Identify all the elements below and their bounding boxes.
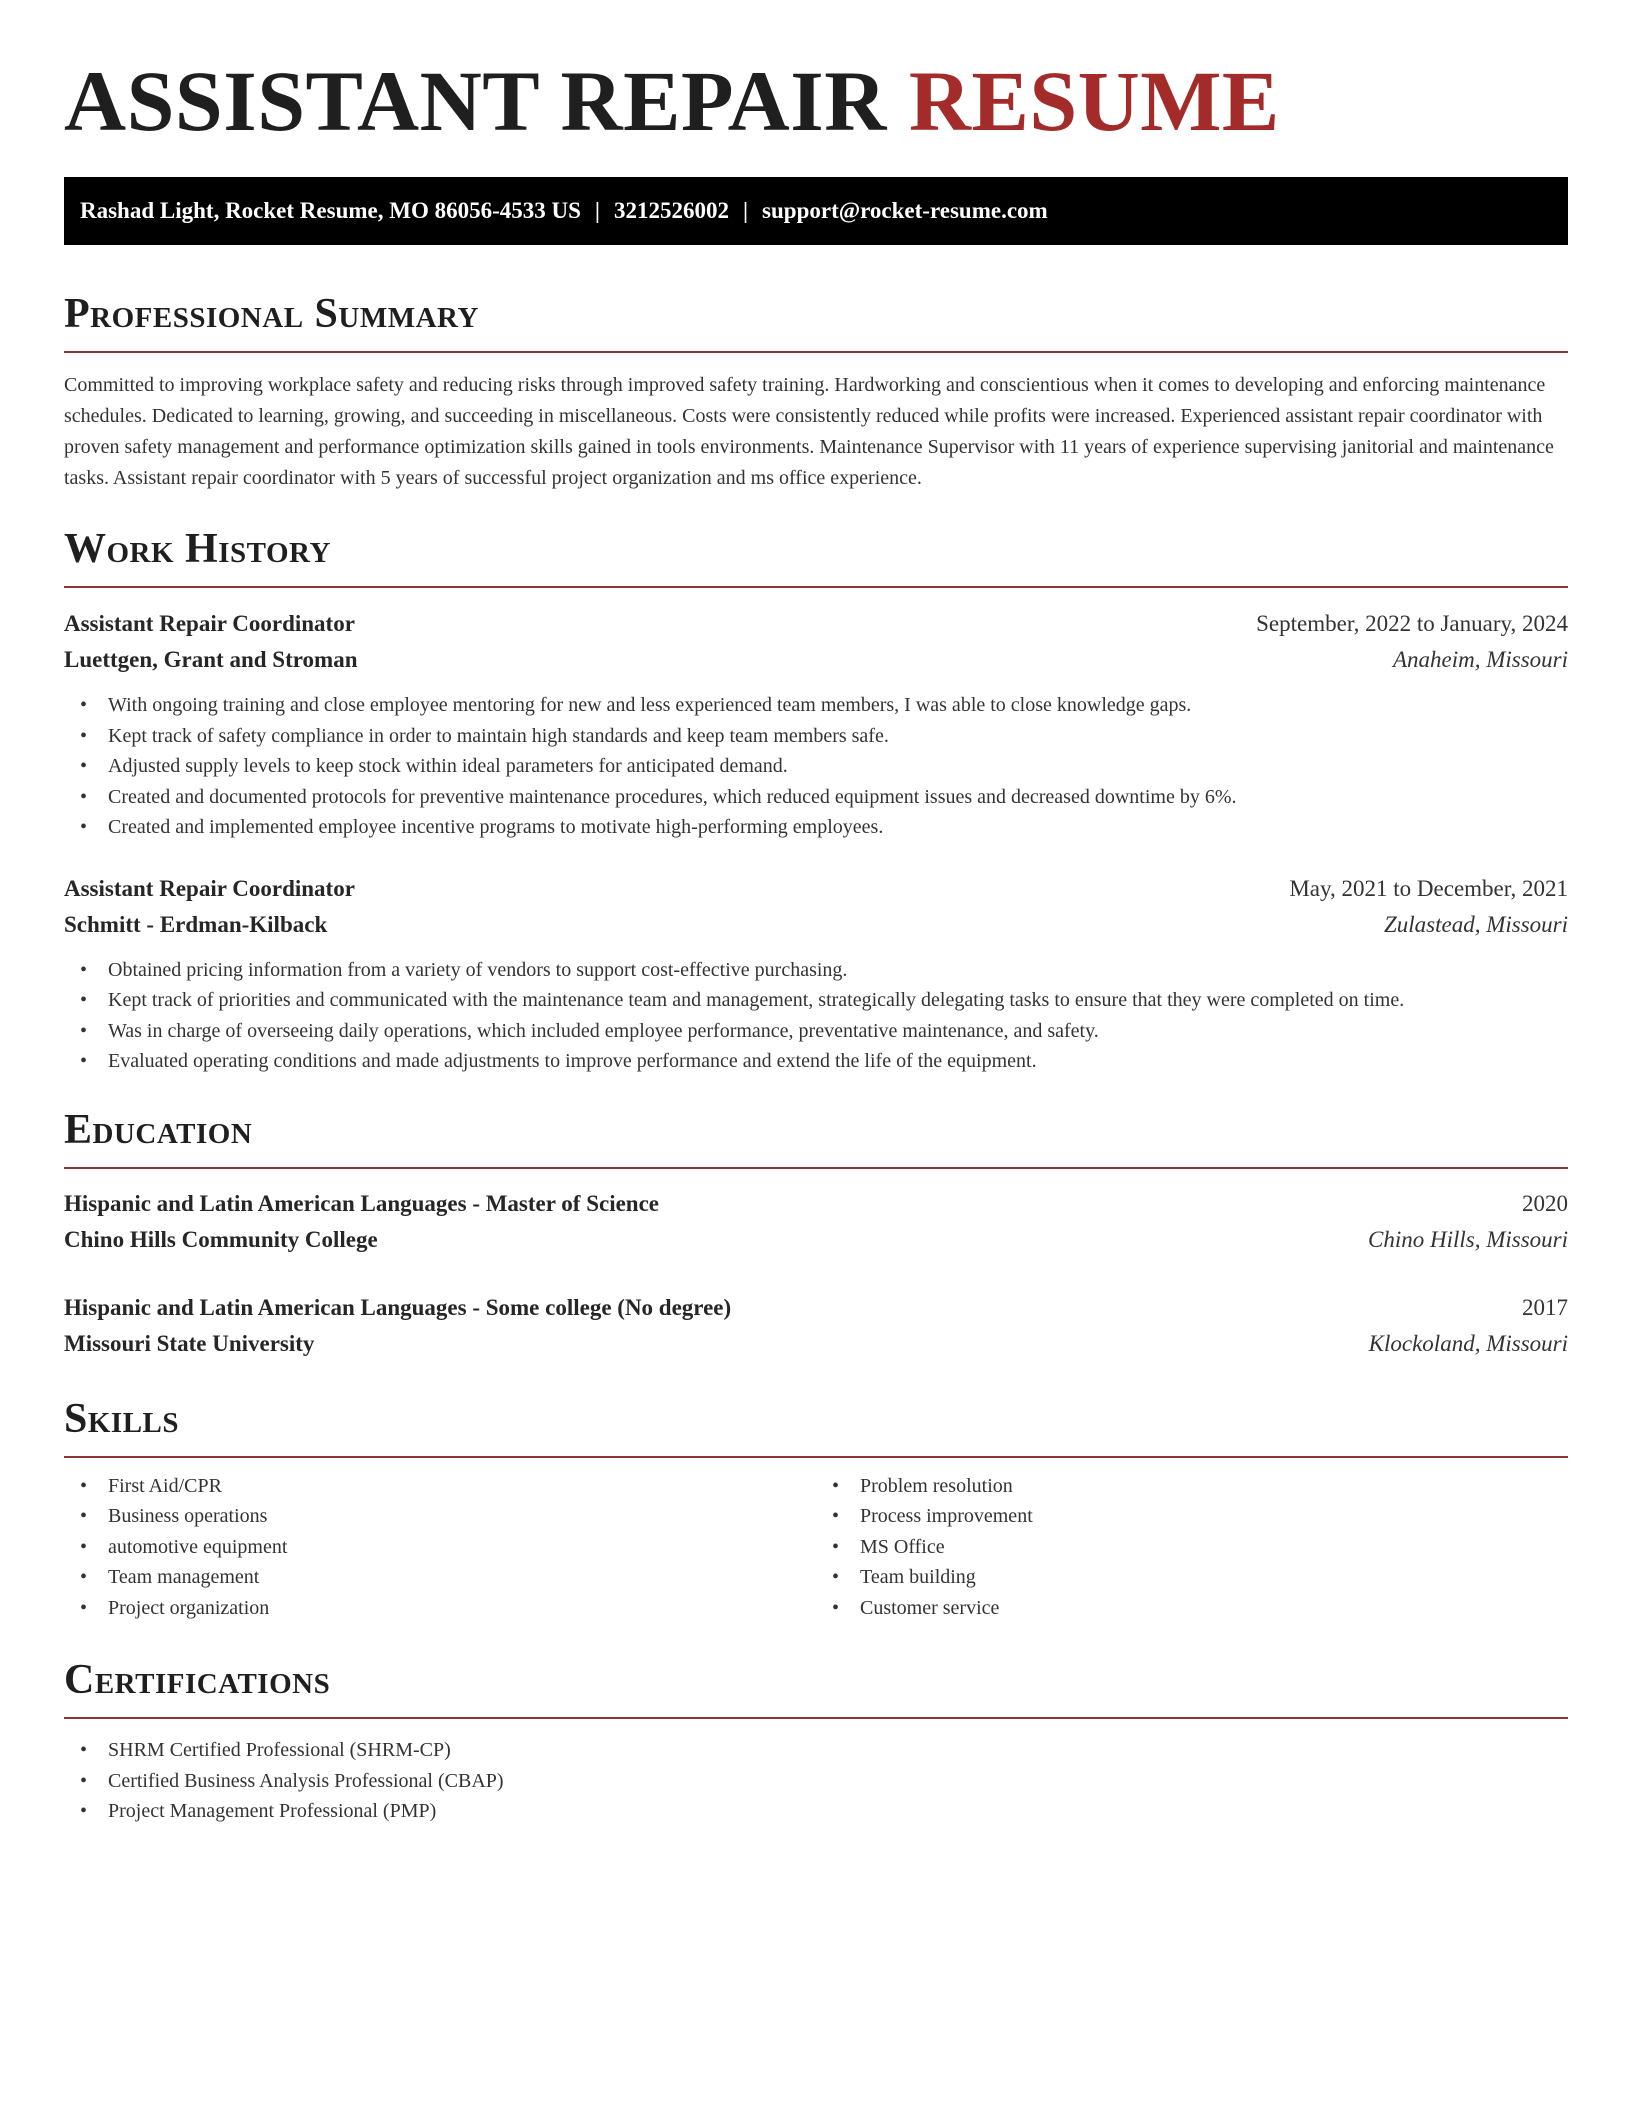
section-heading-work-history: Work History	[64, 526, 331, 572]
job-bullet: • Created and documented protocols for preventive maintenance procedures, which reduced equipment issues and decreased downtime by 6%.	[64, 782, 1568, 813]
job-title: Assistant Repair Coordinator	[64, 875, 355, 901]
job-dates: September, 2022 to January, 2024	[1256, 611, 1568, 636]
contact-phone: 3212526002	[613, 198, 729, 223]
skill-item: • Business operations	[64, 1501, 816, 1532]
job-bullet: • Kept track of safety compliance in order to maintain high standards and keep team members safe.	[64, 721, 1568, 752]
contact-email: support@rocket-resume.com	[762, 198, 1048, 223]
skill-item: • Problem resolution	[816, 1471, 1568, 1502]
certification-item: • Certified Business Analysis Professional (CBAP)	[64, 1766, 1568, 1797]
section-divider	[64, 1167, 1568, 1169]
job-bullet: • Evaluated operating conditions and made adjustments to improve performance and extend the life of the equipment.	[64, 1046, 1568, 1077]
education-degree: Hispanic and Latin American Languages - Some college (No degree)	[64, 1294, 732, 1320]
section-divider	[64, 351, 1568, 353]
education-entry	[64, 1290, 1568, 1362]
job-entry	[64, 606, 1568, 843]
skill-item: • Customer service	[816, 1593, 1568, 1624]
section-heading-summary: Professional Summary	[64, 291, 479, 337]
section-divider	[64, 1456, 1568, 1458]
job-location: Zulastead, Missouri	[1383, 911, 1568, 937]
education-year: 2017	[1522, 1294, 1568, 1320]
education-location: Chino Hills, Missouri	[1367, 1226, 1568, 1252]
skill-item: • First Aid/CPR	[64, 1471, 816, 1502]
skill-item: • Process improvement	[816, 1501, 1568, 1532]
job-company: Luettgen, Grant and Stroman	[64, 647, 358, 672]
skill-item: • MS Office	[816, 1532, 1568, 1563]
skill-item: • Project organization	[64, 1593, 816, 1624]
job-bullet: • Obtained pricing information from a variety of vendors to support cost-effective purchasing.	[64, 955, 1568, 986]
job-dates: May, 2021 to December, 2021	[1289, 875, 1568, 901]
job-location: Anaheim, Missouri	[1392, 647, 1568, 672]
summary-text: Committed to improving workplace safety and reducing risks through improved safety training. Hardworking and conscientious when it comes to developing and enforcing maintenance schedules. Dedicated to learning, growing, and succeeding in miscellaneous. Costs were consistently reduced while profits were increased. Experienced assistant repair coordinator with proven safety management and performance optimization skills gained in tools environments. Maintenance Supervisor with 11 years of experience supervising janitorial and maintenance tasks. Assistant repair coordinator with 5 years of successful project organization and ms office experience.	[64, 374, 1554, 489]
education-year: 2020	[1522, 1190, 1568, 1216]
certification-item: • SHRM Certified Professional (SHRM-CP)	[64, 1735, 1568, 1766]
title-accent: RESUME	[908, 53, 1280, 149]
skill-item: • automotive equipment	[64, 1532, 816, 1563]
education-school: Missouri State University	[64, 1330, 315, 1356]
job-bullet: • Was in charge of overseeing daily operations, which included employee performance, preventative maintenance, and safety.	[64, 1016, 1568, 1047]
education-location: Klockoland, Missouri	[1368, 1330, 1568, 1356]
resume-title	[64, 0, 1568, 149]
contact-address: Rashad Light, Rocket Resume, MO 86056-4533 US	[80, 198, 581, 223]
job-bullet: • With ongoing training and close employee mentoring for new and less experienced team members, I was able to close knowledge gaps.	[64, 690, 1568, 721]
job-bullets	[64, 690, 1568, 843]
job-title: Assistant Repair Coordinator	[64, 611, 355, 636]
skills-list-left	[64, 1471, 816, 1624]
job-entry	[64, 871, 1568, 1077]
contact-separator: |	[742, 198, 749, 223]
job-company: Schmitt - Erdman-Kilback	[64, 911, 328, 937]
education-entry	[64, 1186, 1568, 1258]
skill-item: • Team management	[64, 1562, 816, 1593]
education-school: Chino Hills Community College	[64, 1226, 378, 1252]
contact-bar	[64, 177, 1568, 245]
section-divider	[64, 586, 1568, 588]
certification-item: • Project Management Professional (PMP)	[64, 1796, 1568, 1827]
skill-item: • Team building	[816, 1562, 1568, 1593]
contact-separator: |	[594, 198, 600, 223]
education-degree: Hispanic and Latin American Languages - Master of Science	[64, 1190, 660, 1216]
title-main: ASSISTANT REPAIR	[64, 53, 887, 149]
skills-grid	[64, 1471, 1568, 1624]
job-bullets	[64, 955, 1568, 1077]
skills-list-right	[816, 1471, 1568, 1624]
job-bullet: • Kept track of priorities and communicated with the maintenance team and management, strategically delegating tasks to ensure that they were completed on time.	[64, 985, 1568, 1016]
certifications-list	[64, 1735, 1568, 1827]
section-divider	[64, 1717, 1568, 1719]
section-heading-education: Education	[64, 1106, 253, 1153]
section-heading-certifications: Certifications	[64, 1657, 331, 1703]
job-bullet: • Adjusted supply levels to keep stock within ideal parameters for anticipated demand.	[64, 751, 1568, 782]
section-heading-skills: Skills	[64, 1395, 180, 1442]
job-bullet: • Created and implemented employee incentive programs to motivate high-performing employees.	[64, 812, 1568, 843]
